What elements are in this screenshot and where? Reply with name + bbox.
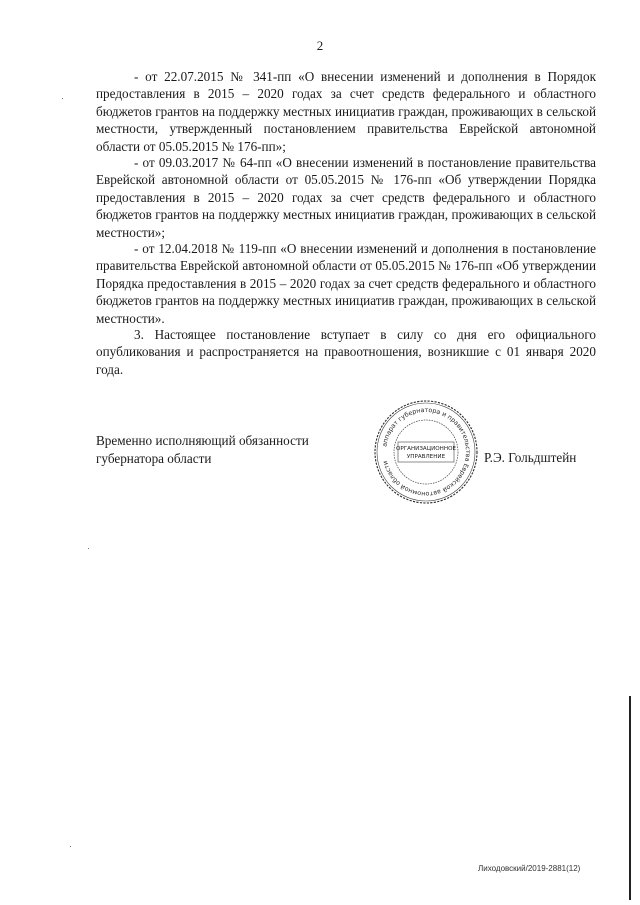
footer-document-code: Лиходовский/2019-2881(12) [478, 864, 581, 873]
signatory-name: Р.Э. Гольдштейн [484, 450, 577, 465]
signatory-title [96, 432, 356, 467]
scan-edge-line [629, 696, 631, 900]
official-seal-stamp [370, 396, 482, 508]
scan-speck [70, 846, 71, 847]
svg-text:аппарат губернатора и правител [381, 407, 471, 497]
stamp-ring-text: аппарат губернатора и правительства Еврейской автономной области [381, 406, 472, 498]
scan-speck [62, 98, 63, 99]
signatory-title-line-2: губернатора области [96, 450, 212, 466]
stamp-center-line-2: УПРАВЛЕНИЕ [406, 454, 446, 460]
paragraph-amendment-2018: - от 12.04.2018 № 119-пп «О внесении изменений и дополнения в постановление правительства Еврейской автономной области от 05.05.2015 № 176-пп «Об утверждении Порядка предоставления в 2015 – 2020 годах за счет средств федерального и областного бюджетов грантов на поддержку местных инициатив граждан, проживающих в сельской местности». [96, 241, 596, 326]
page-number: 2 [316, 38, 324, 53]
signatory-title-line-1: Временно исполняющий обязанности [96, 433, 309, 448]
stamp-center-line-1: ОРГАНИЗАЦИОННОЕ [395, 446, 457, 452]
paragraph-effective-date: 3. Настоящее постановление вступает в силу со дня его официального опубликования и распространяется на правоотношения, возникшие с 01 января 2020 года. [96, 327, 596, 377]
paragraph-amendment-2015: - от 22.07.2015 № 341-пп «О внесении изменений и дополнения в Порядок предоставления в 2015 – 2020 годах за счет средств федерального и областного бюджетов грантов на поддержку местных инициатив граждан, проживающих в сельской местности, утвержденный постановлением правительства Еврейской автономной области от 05.05.2015 № 176-пп»; [96, 69, 596, 154]
paragraph-amendment-2017: - от 09.03.2017 № 64-пп «О внесении изменений в постановление правительства Еврейской автономной области от 05.05.2015 № 176-пп «Об утверждении Порядка предоставления в 2015 – 2020 годах за счет средств федерального и областного бюджетов грантов на поддержку местных инициатив граждан, проживающих в сельской местности»; [96, 155, 596, 240]
scan-speck [88, 548, 89, 549]
